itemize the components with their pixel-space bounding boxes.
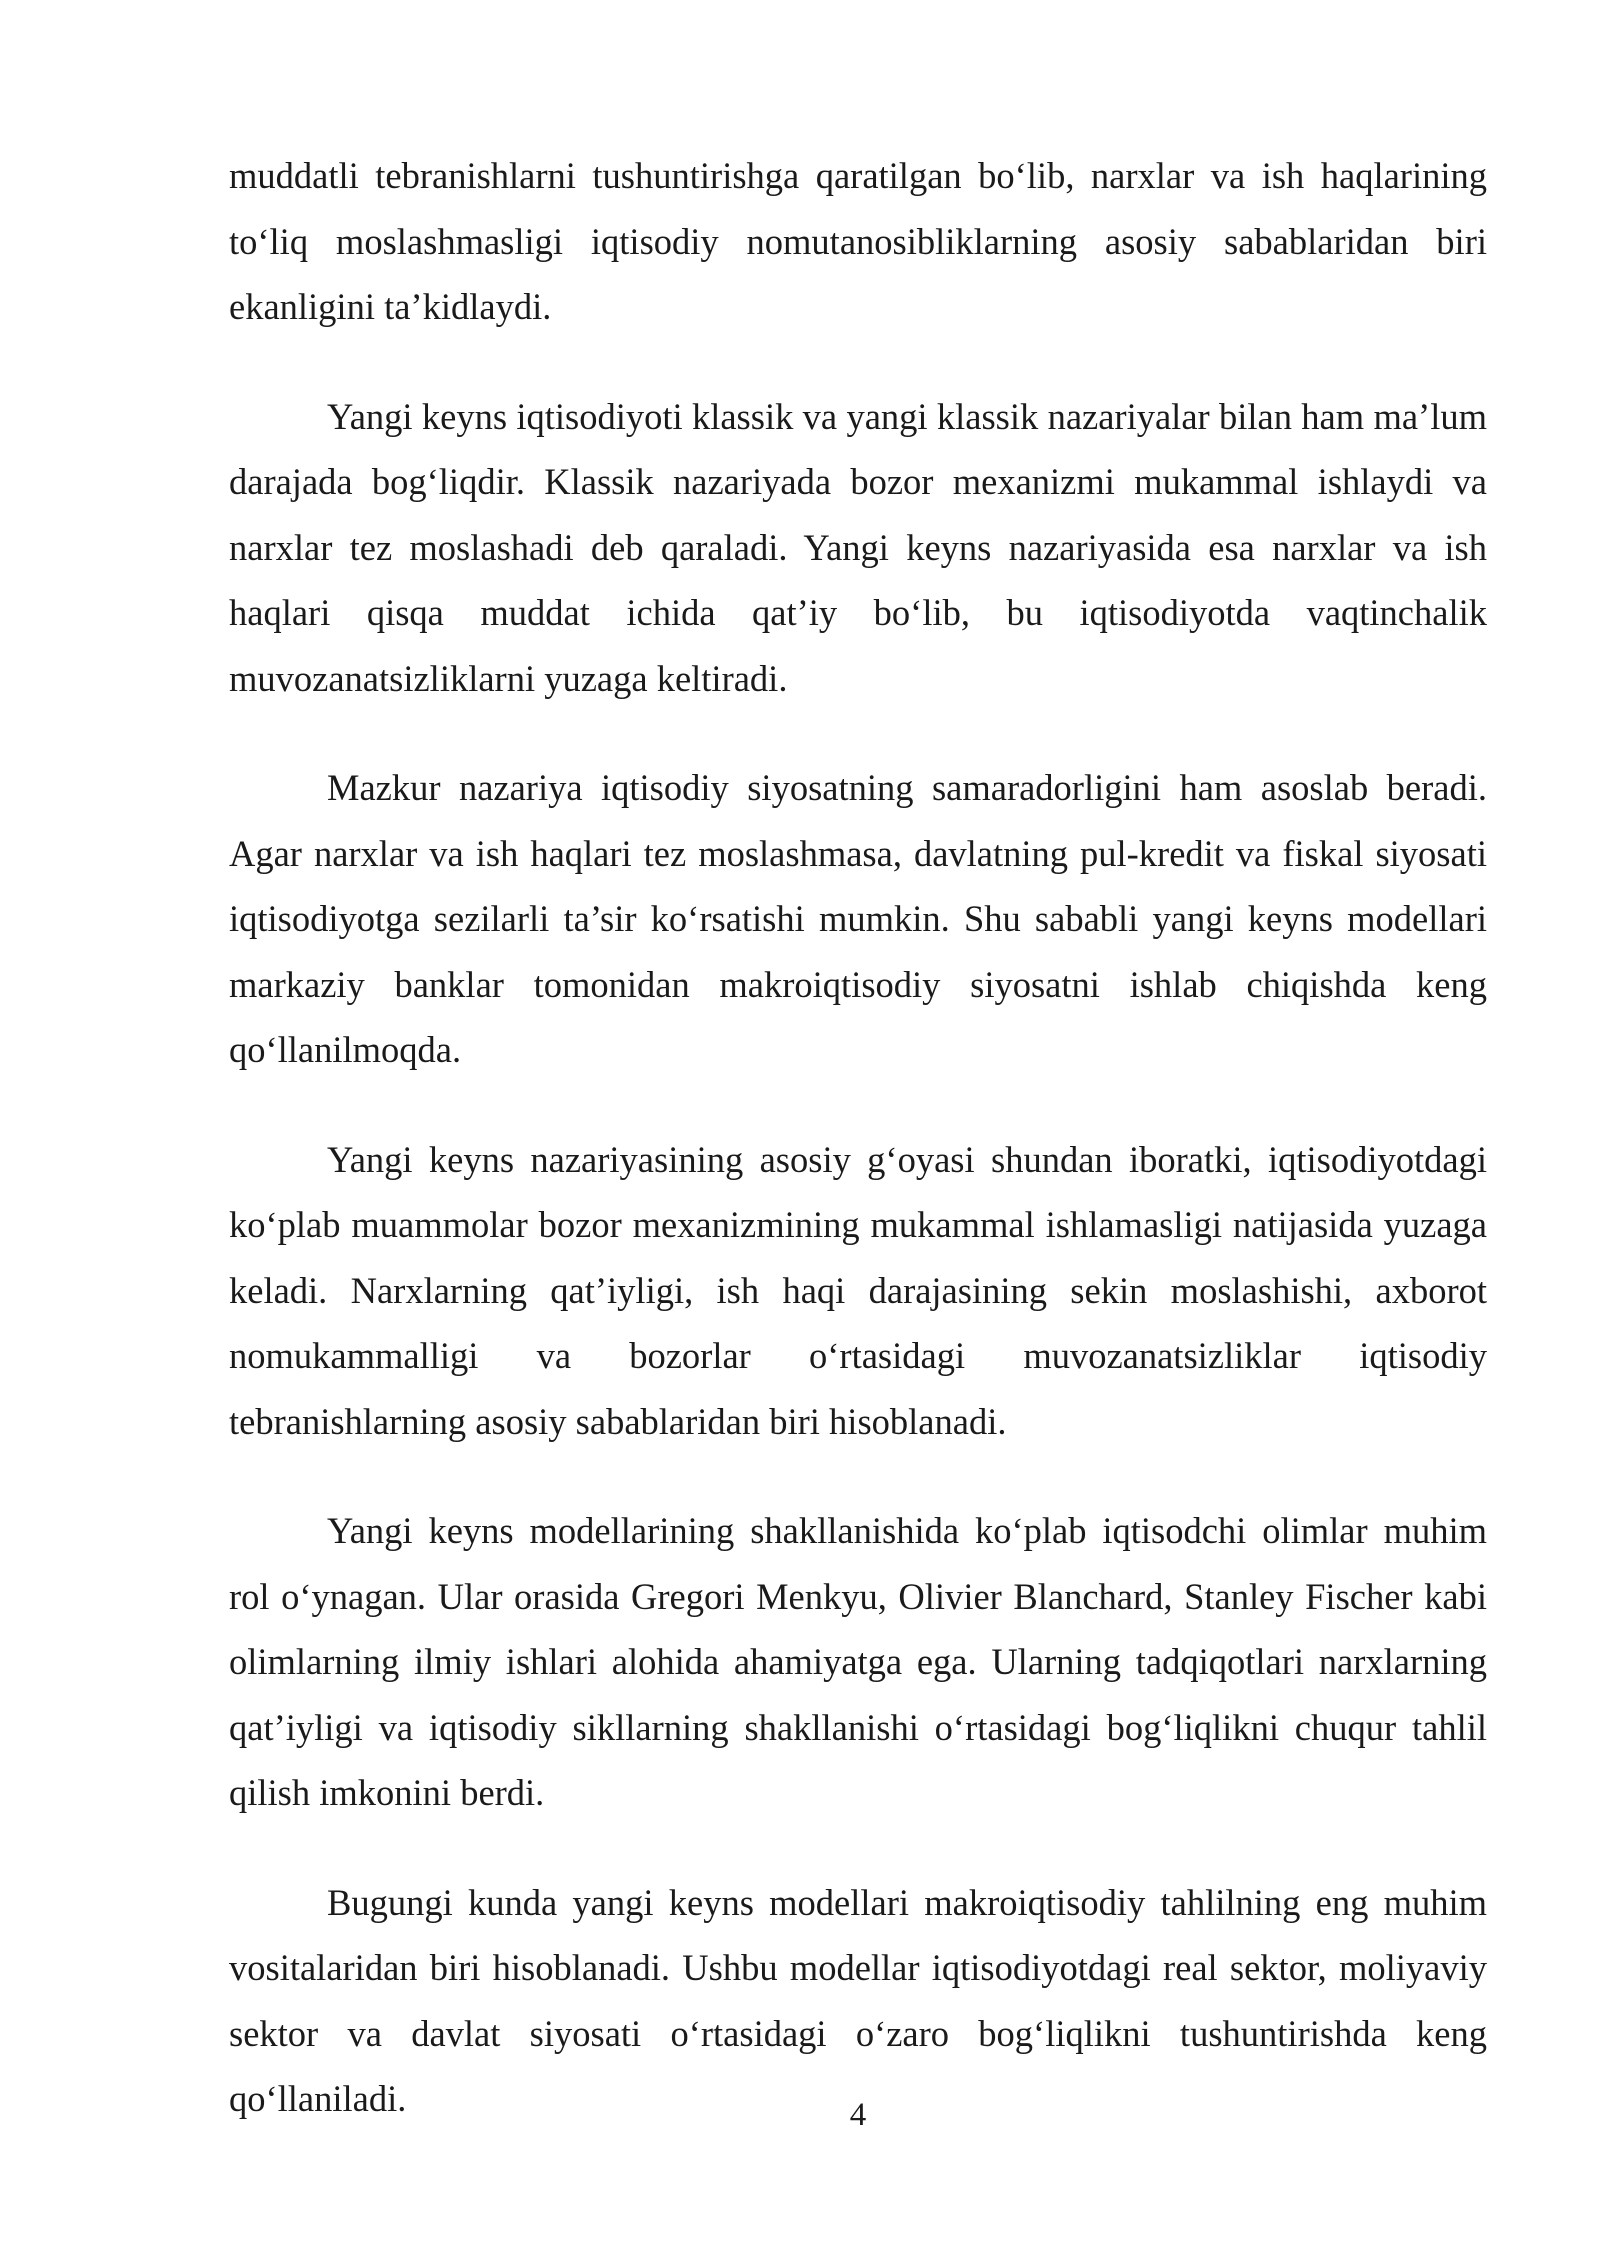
paragraph-4: Yangi keyns nazariyasining asosiy g‘oyasi shundan iboratki, iqtisodiyotdagi ko‘plab muammolar bozor mexanizmining mukammal ishlamasligi natijasida yuzaga keladi. Narxlarning qat’iyligi, ish haqi darajasining sekin moslashishi, axborot nomukammalligi va bozorlar o‘rtasidagi muvozanatsizliklar iqtisodiy tebranishlarning asosiy sabablaridan biri hisoblanadi.	[229, 1138, 1487, 1442]
body-text	[229, 143, 1487, 2176]
paragraph-3: Mazkur nazariya iqtisodiy siyosatning samaradorligini ham asoslab beradi. Agar narxlar va ish haqlari tez moslashmasa, davlatning pul-kredit va fiskal siyosati iqtisodiyotga sezilarli ta’sir ko‘rsatishi mumkin. Shu sababli yangi keyns modellari markaziy banklar tomonidan makroiqtisodiy siyosatni ishlab chiqishda keng qo‘llanilmoqda.	[229, 767, 1487, 1070]
paragraph-5: Yangi keyns modellarining shakllanishida ko‘plab iqtisodchi olimlar muhim rol o‘ynagan. Ular orasida Gregori Menkyu, Olivier Blanchard, Stanley Fischer kabi olimlarning ilmiy ishlari alohida ahamiyatga ega. Ularning tadqiqotlari narxlarning qat’iyligi va iqtisodiy sikllarning shakllanishi o‘rtasidagi bog‘liqlikni chuqur tahlil qilish imkonini berdi.	[229, 1510, 1487, 1813]
page-number: 4	[849, 2097, 867, 2133]
paragraph-6: Bugungi kunda yangi keyns modellari makroiqtisodiy tahlilning eng muhim vositalaridan biri hisoblanadi. Ushbu modellar iqtisodiyotdagi real sektor, moliyaviy sektor va davlat siyosati o‘rtasidagi o‘zaro bog‘liqlikni tushuntirishda keng qo‘llaniladi.	[229, 1881, 1487, 2119]
paragraph-2: Yangi keyns iqtisodiyoti klassik va yangi klassik nazariyalar bilan ham ma’lum darajada bog‘liqdir. Klassik nazariyada bozor mexanizmi mukammal ishlaydi va narxlar tez moslashadi deb qaraladi. Yangi keyns nazariyasida esa narxlar va ish haqlari qisqa muddat ichida qat’iy bo‘lib, bu iqtisodiyotda vaqtinchalik muvozanatsizliklarni yuzaga keltiradi.	[229, 395, 1487, 699]
paragraph-1: muddatli tebranishlarni tushuntirishga qaratilgan bo‘lib, narxlar va ish haqlarining to‘liq moslashmasligi iqtisodiy nomutanosibliklarning asosiy sabablaridan biri ekanligini ta’kidlaydi.	[229, 155, 1487, 327]
